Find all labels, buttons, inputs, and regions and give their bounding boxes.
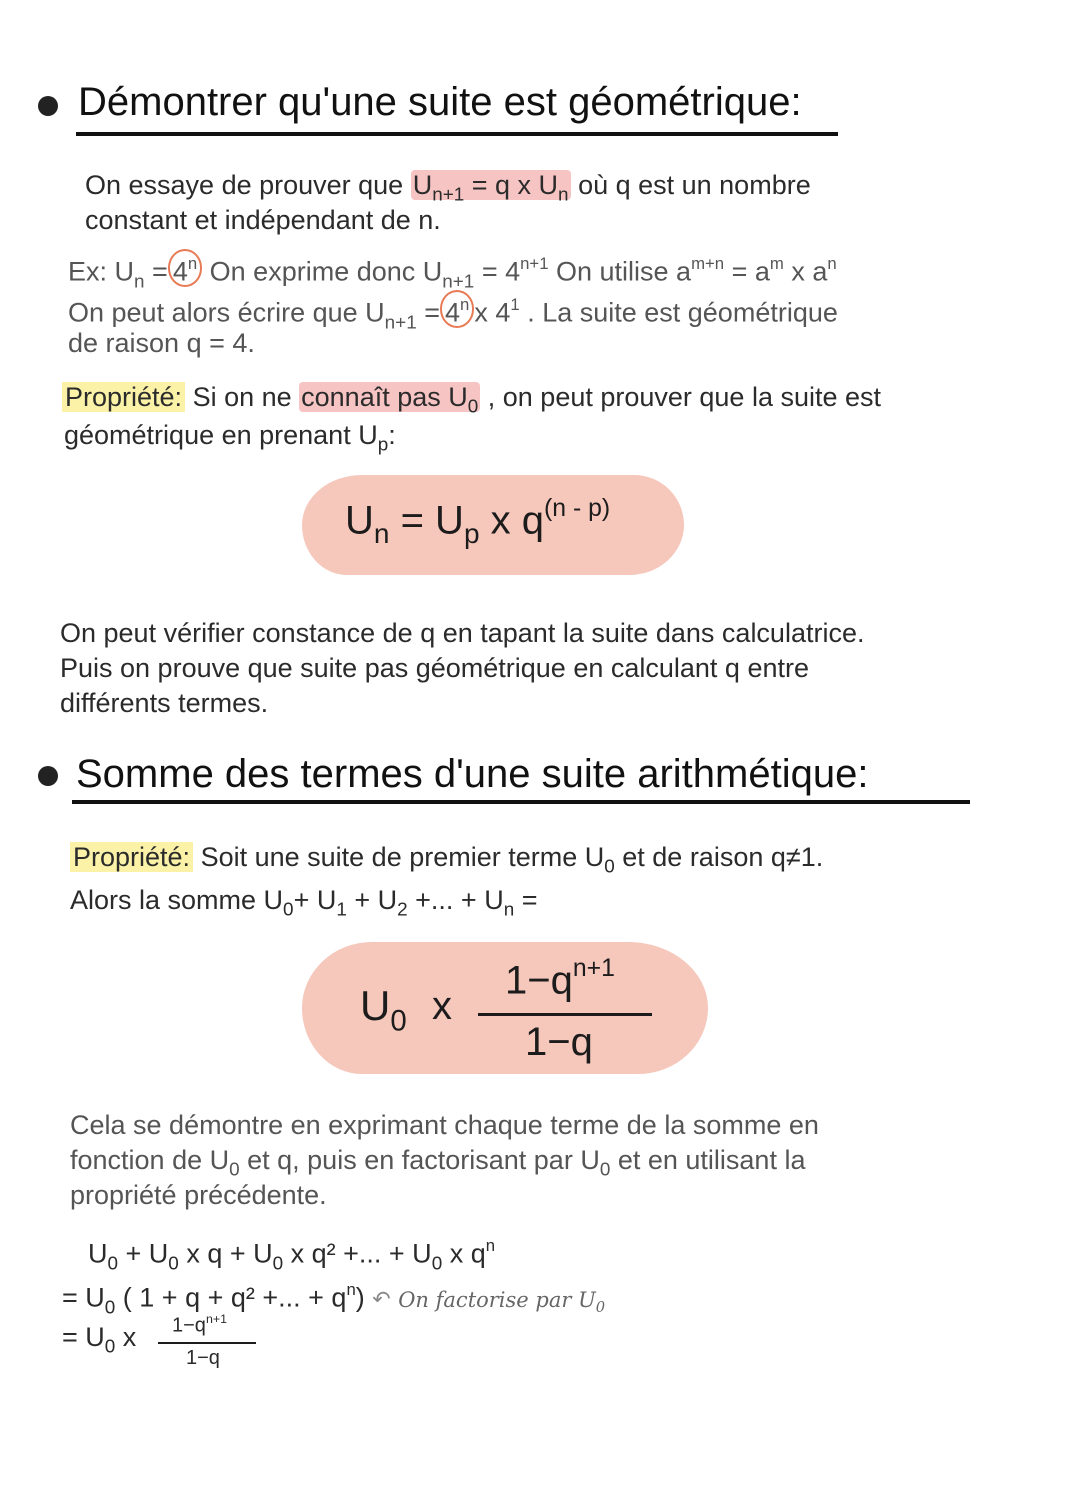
verify-line-3: différents termes. (60, 688, 269, 718)
calc-line-1: $U_0 + U_0$ x $q + U_0$ x q² +... + $U_0$ x $q^n$ (88, 1236, 496, 1275)
calc-line-3-numerator: $1-q^{n+1}$ (172, 1312, 227, 1337)
demo-line-1: Cela se démontre en exprimant chaque terme de la somme en (70, 1110, 819, 1140)
circled-term: 4$^n$ (440, 290, 474, 328)
property-label: Propriété: (62, 382, 185, 412)
bullet-icon (38, 96, 58, 116)
property-line-1: Propriété: Si on ne connaît pas $U_0$ , on peut prouver que la suite est (62, 380, 881, 425)
verify-line-1: On peut vérifier constance de q en tapant la suite dans calculatrice. (60, 618, 865, 648)
sum-property-line-1: Propriété: Soit une suite de premier terme $U_0$ et de raison q≠1. (70, 840, 823, 885)
sum-formula-denominator: 1−q (525, 1020, 593, 1064)
property-highlight: connaît pas $U_0$ (301, 382, 479, 418)
curved-arrow-icon: ↶ (372, 1286, 391, 1312)
calc-line-2: = $U_0$ ( 1 + q + q² +... + $q^n$) ↶ On factorise par $U_0$ (62, 1280, 606, 1319)
geometric-term-formula: $U_n = U_p$ x $q^{(n - p)}$ (345, 495, 611, 550)
intro-suffix: où q est un nombre (570, 170, 811, 200)
property-label: Propriété: (70, 842, 193, 872)
sum-formula-times: x (432, 984, 452, 1028)
sum-formula-numerator: $1-q^{n+1}$ (505, 955, 615, 1003)
title-underline (72, 800, 970, 804)
intro-highlight: $U_{n+1} = q$ x $U_n$ (412, 170, 569, 206)
demo-line-3: propriété précédente. (70, 1180, 327, 1210)
intro-line-2: constant et indépendant de n. (85, 205, 441, 235)
example-line-1: Ex: $U_n = 4^n$ On exprime donc $U_{n+1} = 4^{n+1}$ On utilise $a^{m+n} = a^m$ x $a^n$ (68, 246, 837, 299)
bullet-icon (38, 766, 58, 786)
property-line-2: géométrique en prenant $U_p$: (64, 420, 396, 456)
calc-line-3-left: = $U_0$ x (62, 1322, 137, 1358)
example-line-2: On peut alors écrire que $U_{n+1} = 4^n$ x $4^1$ . La suite est géométrique (68, 287, 838, 340)
example-line-3: de raison q = 4. (68, 328, 255, 358)
circled-term: 4$^n$ (168, 249, 202, 287)
calc-line-3-denominator: 1−q (186, 1347, 220, 1369)
handwritten-note: On factorise par $U_0$ (398, 1287, 606, 1316)
sum-property-line-2: Alors la somme $U_0+ U_1 + U_2$ +... + $U_n$ = (70, 885, 538, 921)
demo-line-2: fonction de $U_0$ et q, puis en factorisant par $U_0$ et en utilisant la (70, 1145, 806, 1181)
verify-line-2: Puis on prouve que suite pas géométrique en calculant q entre (60, 653, 809, 683)
sum-formula-u0: $U_0$ (360, 982, 407, 1038)
section-title-geometric: Démontrer qu'une suite est géométrique: (78, 80, 802, 124)
section-title-sum: Somme des termes d'une suite arithmétique: (76, 752, 869, 796)
fraction-bar (478, 1013, 652, 1016)
fraction-bar (158, 1342, 256, 1344)
title-underline (76, 132, 838, 136)
intro-prefix: On essaye de prouver que (85, 170, 411, 200)
